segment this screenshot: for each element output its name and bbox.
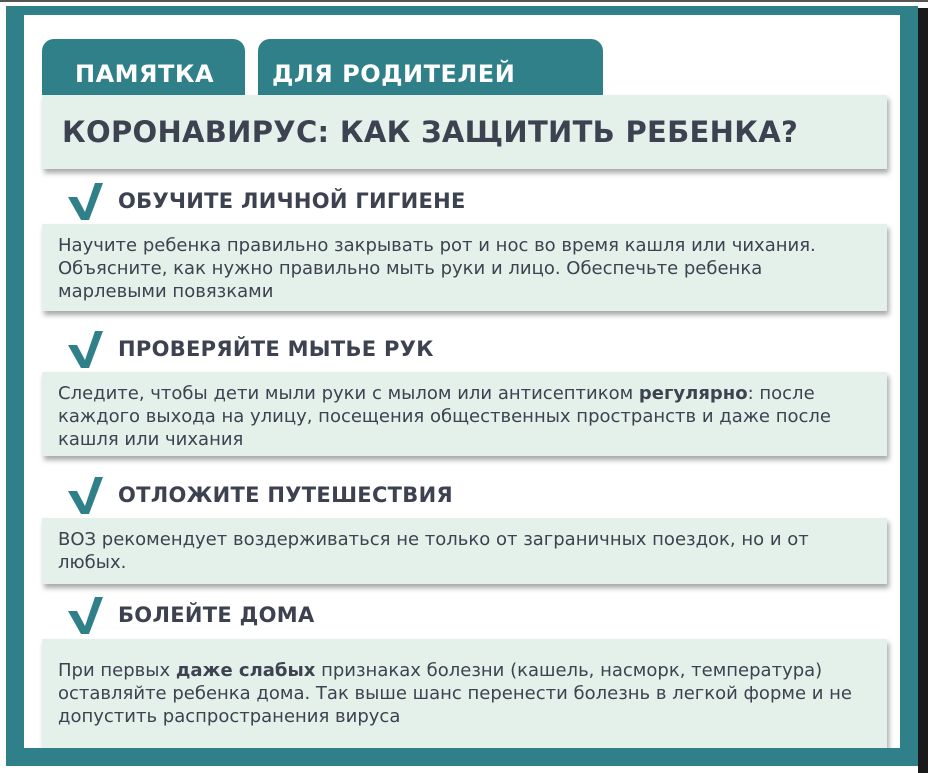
poster-frame <box>6 6 918 766</box>
section-heading-stay-home <box>66 593 315 637</box>
checkmark-icon <box>66 475 104 515</box>
poster-title: КОРОНАВИРУС: КАК ЗАЩИТИТЬ РЕБЕНКА? <box>42 95 887 169</box>
section-text: Научите ребенка правильно закрывать рот и нос во время кашля или чихания. Объясните, как нужно правильно мыть руки и лицо. Обеспечьте ребенка марлевыми повязками <box>58 235 816 302</box>
section-heading-travel <box>66 473 453 517</box>
right-shadow <box>918 8 928 773</box>
section-card-hygiene <box>42 224 887 311</box>
checkmark-icon <box>66 595 104 635</box>
section-heading-handwash <box>66 327 434 371</box>
section-heading-text: ПРОВЕРЯЙТЕ МЫТЬЕ РУК <box>118 337 434 361</box>
section-heading-text: ОБУЧИТЕ ЛИЧНОЙ ГИГИЕНЕ <box>118 189 466 213</box>
tab-pamyatka: ПАМЯТКА <box>42 39 245 101</box>
checkmark-icon <box>66 181 104 221</box>
section-card-handwash <box>42 372 887 456</box>
checkmark-icon <box>66 329 104 369</box>
section-text-bold: регулярно <box>638 383 748 404</box>
section-heading-hygiene <box>66 179 466 223</box>
tab-for-parents: ДЛЯ РОДИТЕЛЕЙ <box>258 39 603 101</box>
section-heading-text: ОТЛОЖИТЕ ПУТЕШЕСТВИЯ <box>118 483 453 507</box>
section-text-before: При первых <box>58 660 176 681</box>
section-card-travel <box>42 518 887 584</box>
section-text-after: признаках болезни (кашель, насморк, температура) оставляйте ребенка дома. Так выше шанс перенести болезнь в легкой форме и не допустить распространения вируса <box>58 660 853 727</box>
section-text-bold: даже слабых <box>175 660 316 681</box>
section-text-after: : после каждого выхода на улицу, посещения общественных пространств и даже после кашля или чихания <box>58 383 831 450</box>
section-card-stay-home <box>42 639 887 749</box>
section-heading-text: БОЛЕЙТЕ ДОМА <box>118 603 315 627</box>
section-text: ВОЗ рекомендует воздерживаться не только от заграничных поездок, но и от любых. <box>58 529 809 573</box>
section-text-before: Следите, чтобы дети мыли руки с мылом или антисептиком <box>58 383 639 404</box>
